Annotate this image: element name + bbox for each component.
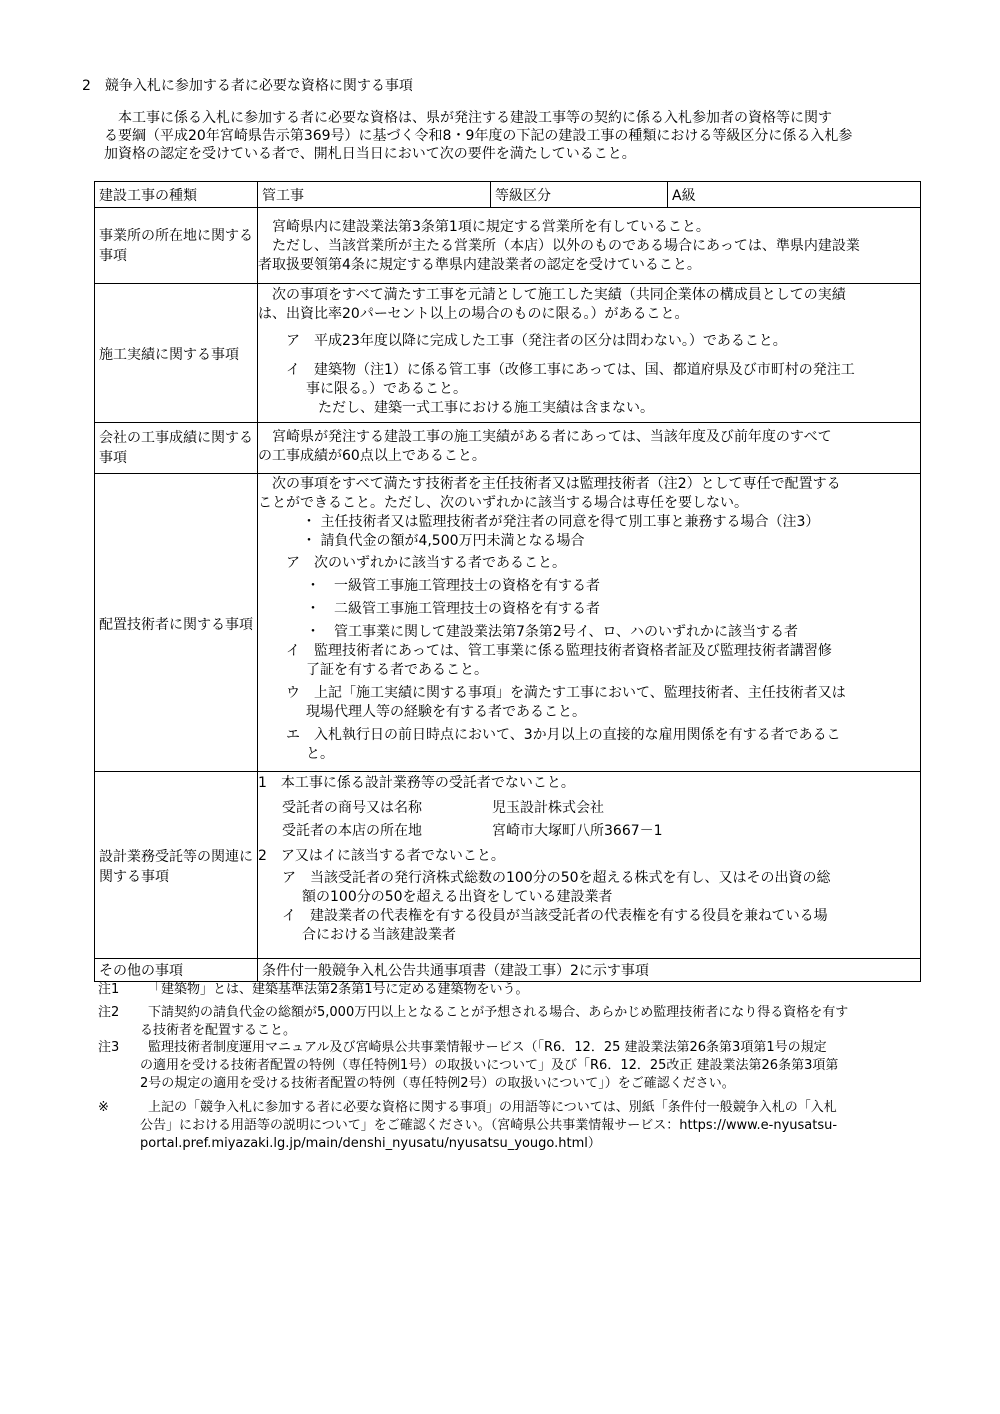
- engineer-text-1: 次の事項をすべて満たす技術者を主任技術者又は監理技術者（注2）として専任で配置する: [272, 476, 841, 492]
- design-text-7: ア 当該受託者の発行済株式総数の100分の50を超える株式を有し、又はその出資の総: [282, 870, 831, 886]
- design-text-6: 2 ア又はイに該当する者でないこと。: [258, 848, 505, 864]
- section-heading: 2 競争入札に参加する者に必要な資格に関する事項: [82, 78, 413, 94]
- note-3-text-1: 監理技術者制度運用マニュアル及び宮崎県公共事業情報サービス（「R6．12．25 建設業法第26条第3項第1号の規定: [148, 1040, 827, 1055]
- note-1-mark: 注1: [98, 982, 120, 997]
- table-row-score: [95, 423, 921, 474]
- engineer-text-14: と。: [306, 746, 334, 762]
- engineer-text-5: ア 次のいずれかに該当する者であること。: [286, 555, 566, 571]
- record-label: 施工実績に関する事項: [99, 347, 239, 363]
- note-3-text-3: 2号の規定の適用を受ける技術者配置の特例（専任特例2号）の取扱いについて」）をご確認ください。: [140, 1076, 735, 1091]
- other-label: その他の事項: [95, 959, 258, 982]
- office-text-2: ただし、当該営業所が主たる営業所（本店）以外のものである場合にあっては、準県内建設業: [272, 238, 860, 254]
- note-2-text-2: る技術者を配置すること。: [140, 1023, 297, 1038]
- score-text-2: の工事成績が60点以上であること。: [258, 448, 486, 464]
- contractor-name-label: 受託者の商号又は名称: [282, 800, 422, 816]
- note-2-mark: 注2: [98, 1005, 120, 1020]
- type-label: 建設工事の種類: [95, 182, 258, 208]
- office-text-3: 者取扱要領第4条に規定する準県内建設業者の認定を受けていること。: [258, 257, 701, 273]
- record-text-2: は、出資比率20パーセント以上の場合のものに限る。）があること。: [258, 306, 689, 322]
- engineer-text-3: ・ 主任技術者又は監理技術者が発注者の同意を得て別工事と兼務する場合（注3）: [302, 514, 820, 530]
- engineer-text-13: エ 入札執行日の前日時点において、3か月以上の直接的な雇用関係を有する者であるこ: [286, 727, 841, 743]
- table-row-office: [95, 208, 921, 284]
- engineer-text-10: 了証を有する者であること。: [306, 662, 488, 678]
- design-text-9: イ 建設業者の代表権を有する役員が当該受託者の代表権を有する役員を兼ねている場: [282, 908, 828, 924]
- table-row-type: [95, 182, 921, 208]
- engineer-text-11: ウ 上記「施工実績に関する事項」を満たす工事において、監理技術者、主任技術者又は: [286, 685, 846, 701]
- grade-value: A級: [668, 182, 921, 208]
- note-2-text-1: 下請契約の請負代金の総額が5,000万円以上となることが予想される場合、あらかじめ監理技術者になり得る資格を有す: [148, 1005, 849, 1020]
- intro-line-2: る要綱（平成20年宮崎県告示第369号）に基づく令和8・9年度の下記の建設工事の種類における等級区分に係る入札参: [104, 128, 853, 144]
- engineer-text-12: 現場代理人等の経験を有する者であること。: [306, 704, 586, 720]
- record-text-6: ただし、建築一式工事における施工実績は含まない。: [318, 400, 654, 416]
- design-label: 設計業務受託等の関連に関する事項: [99, 849, 253, 885]
- note-3-text-2: の適用を受ける技術者配置の特例（専任特例1号）の取扱いについて」及び「R6．12．25改正 建設業法第26条第3項第: [140, 1058, 839, 1073]
- note-4-text-3: portal.pref.miyazaki.lg.jp/main/denshi_nyusatu/nyusatsu_yougo.html）: [140, 1136, 601, 1151]
- grade-label: 等級区分: [491, 182, 668, 208]
- engineer-label: 配置技術者に関する事項: [99, 616, 253, 633]
- note-asterisk-mark: ※: [98, 1100, 109, 1115]
- note-1-text: 「建築物」とは、建築基準法第2条第1号に定める建築物をいう。: [148, 982, 529, 997]
- office-text-1: 宮崎県内に建設業法第3条第1項に規定する営業所を有していること。: [272, 219, 710, 235]
- intro-line-1: 本工事に係る入札に参加する者に必要な資格は、県が発注する建設工事等の契約に係る入札参加者の資格等に関す: [118, 110, 832, 126]
- score-label: 会社の工事成績に関する事項: [99, 430, 253, 466]
- record-text-3: ア 平成23年度以降に完成した工事（発注者の区分は問わない。）であること。: [286, 333, 787, 349]
- intro-line-3: 加資格の認定を受けている者で、開札日当日において次の要件を満たしていること。: [104, 146, 636, 162]
- record-text-1: 次の事項をすべて満たす工事を元請として施工した実績（共同企業体の構成員としての実績: [272, 287, 846, 303]
- note-4-text-2: 公告」における用語等の説明について」をご確認ください。（宮崎県公共事業情報サービス：https://www.e-nyusatsu-: [140, 1118, 838, 1133]
- office-label: 事業所の所在地に関する事項: [99, 227, 253, 264]
- note-4-text-1: 上記の「競争入札に参加する者に必要な資格に関する事項」の用語等については、別紙「条件付一般競争入札の「入札: [148, 1100, 837, 1115]
- note-3-mark: 注3: [98, 1040, 120, 1055]
- record-text-5: 事に限る。）であること。: [306, 381, 467, 397]
- engineer-text-8: ・ 管工事業に関して建設業法第7条第2号イ、ロ、ハのいずれかに該当する者: [306, 624, 798, 640]
- design-text-1: 1 本工事に係る設計業務等の受託者でないこと。: [258, 775, 575, 791]
- other-value: 条件付一般競争入札公告共通事項書（建設工事）2に示す事項: [258, 959, 921, 982]
- contractor-address-value: 宮崎市大塚町八所3667－1: [492, 823, 663, 839]
- design-text-10: 合における当該建設業者: [302, 927, 456, 943]
- engineer-text-6: ・ 一級管工事施工管理技士の資格を有する者: [306, 578, 600, 594]
- contractor-name-value: 児玉設計株式会社: [492, 800, 604, 816]
- requirements-table: [94, 181, 921, 982]
- engineer-text-7: ・ 二級管工事施工管理技士の資格を有する者: [306, 601, 600, 617]
- record-text-4: イ 建築物（注1）に係る管工事（改修工事にあっては、国、都道府県及び市町村の発注工: [286, 362, 855, 378]
- engineer-text-4: ・ 請負代金の額が4,500万円未満となる場合: [302, 533, 585, 549]
- table-row-other: [95, 959, 921, 982]
- table-row-record: [95, 284, 921, 423]
- design-text-8: 額の100分の50を超える出資をしている建設業者: [302, 889, 613, 905]
- engineer-text-9: イ 監理技術者にあっては、管工事業に係る監理技術者資格者証及び監理技術者講習修: [286, 643, 832, 659]
- contractor-address-label: 受託者の本店の所在地: [282, 823, 422, 839]
- table-row-design: [95, 772, 921, 959]
- table-row-engineer: [95, 474, 921, 772]
- type-value: 管工事: [258, 182, 491, 208]
- engineer-text-2: ことができること。ただし、次のいずれかに該当する場合は専任を要しない。: [258, 495, 748, 511]
- score-text-1: 宮崎県が発注する建設工事の施工実績がある者にあっては、当該年度及び前年度のすべて: [272, 429, 832, 445]
